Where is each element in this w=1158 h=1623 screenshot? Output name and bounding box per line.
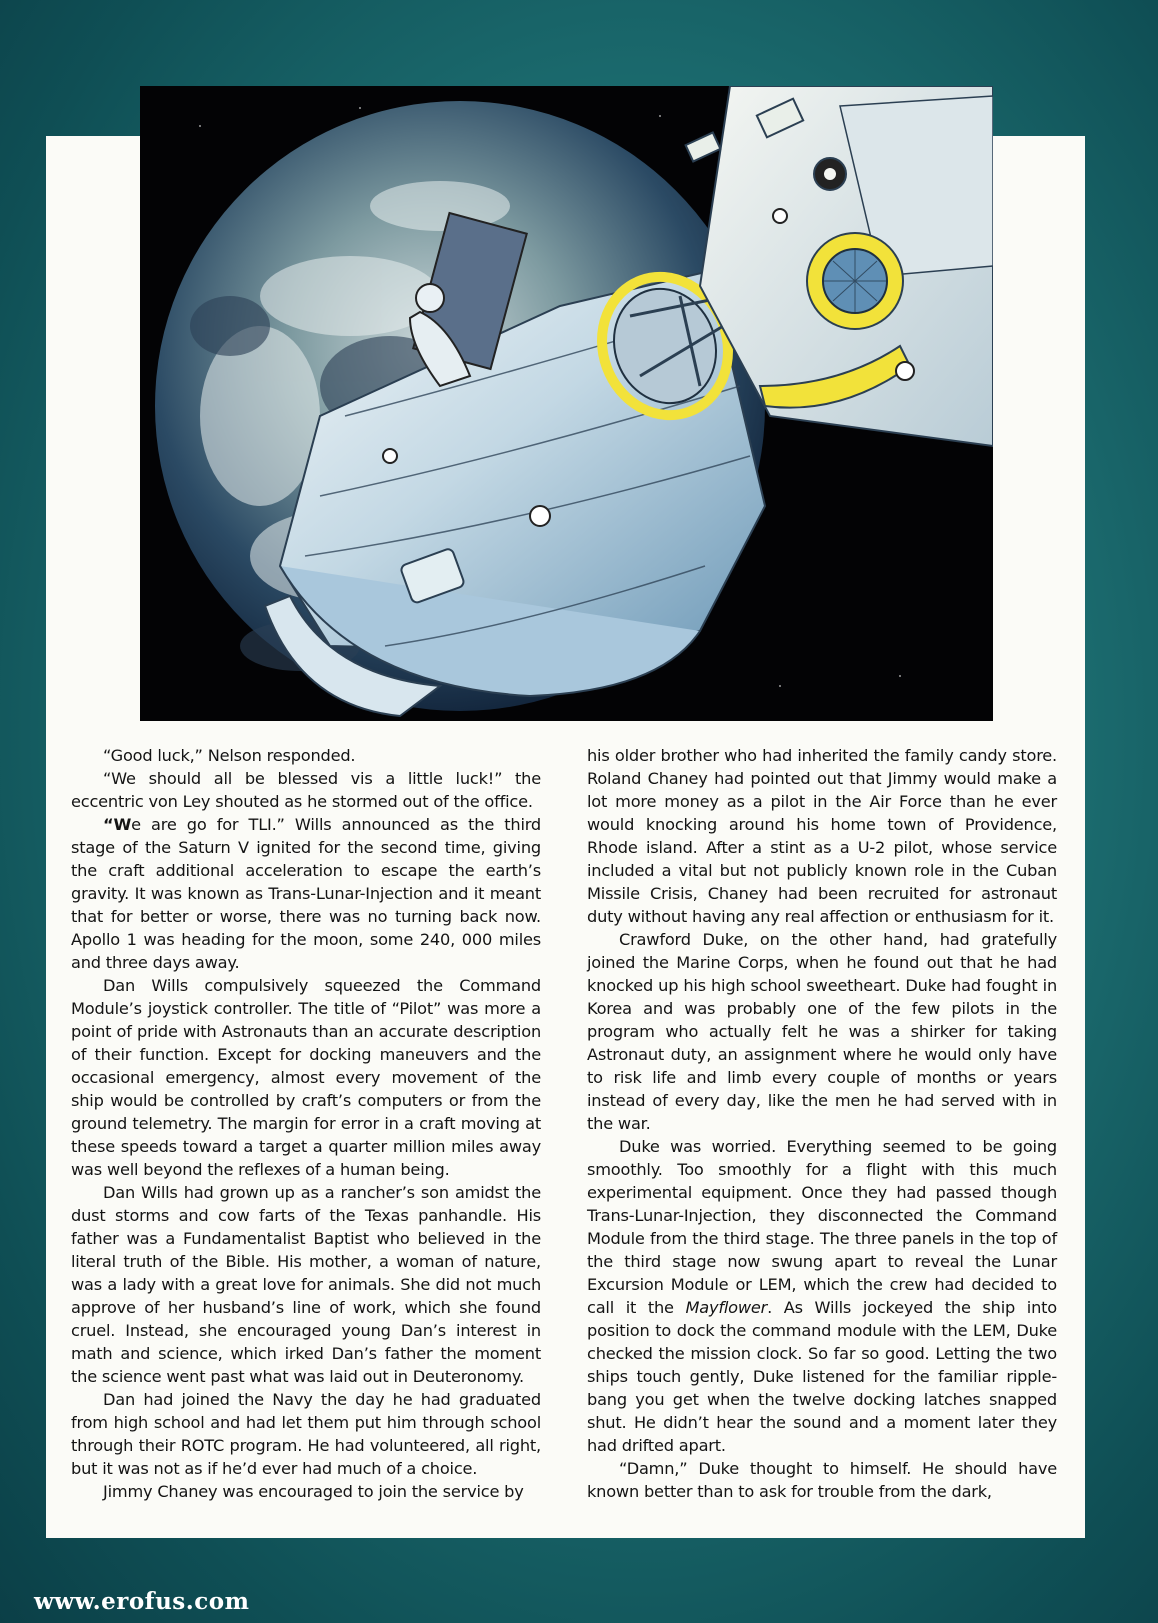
paragraph-text: . As Wills jockeyed the ship into position to dock the command module with the LEM, Duke checked the mission clock. So far so good. Letting the two ships touch gently, Duke listened for the familiar ripple-bang you get when the twelve docking latches snapped shut. He didn’t hear the sound and a moment later they had drifted apart.: [587, 1298, 1057, 1455]
paragraph: “Damn,” Duke thought to himself. He should have known better than to ask for trouble from the dark,: [587, 1459, 1057, 1501]
dropcap: “W: [103, 815, 132, 834]
paragraph: [587, 1135, 1057, 1457]
paragraph-dropcap: [71, 813, 541, 974]
paragraph: his older brother who had inherited the family candy store. Roland Chaney had pointed out that Jimmy would make a lot more money as a pilot in the Air Force than he ever would knocking around his home town of Providence, Rhode island. After a stint as a U-2 pilot, whose service included a vital but not publicly known role in the Cuban Missile Crisis, Chaney had been recruited for astronaut duty without having any real affection or enthusiasm for it.: [587, 746, 1057, 926]
paragraph: Dan had joined the Navy the day he had graduated from high school and had let them put him through school through their ROTC program. He had volunteered, all right, but it was not as if he’d ever had much of a choice.: [71, 1390, 541, 1478]
ship-name: Mayflower: [685, 1298, 768, 1317]
paragraph-text: Duke was worried. Everything seemed to be going smoothly. Too smoothly for a flight with this much experimental equipment. Once they had passed though Trans-Lunar-Injection, they disconnected the Command Module from the third stage. The three panels in the top of the third stage now swung apart to reveal the Lunar Excursion Module or LEM, which the crew had decided to call it the: [587, 1137, 1057, 1317]
apollo-docking-illustration: [140, 86, 993, 721]
paragraph: Jimmy Chaney was encouraged to join the service by: [103, 1482, 524, 1501]
left-text-column: [71, 744, 541, 1503]
apollo-docking-illustration-icon: [140, 86, 993, 721]
right-text-column: [587, 744, 1057, 1503]
paragraph: “Good luck,” Nelson responded.: [103, 746, 356, 765]
paragraph: Dan Wills compulsively squeezed the Command Module’s joystick controller. The title of “Pilot” was more a point of pride with Astronauts than an accurate description of their function. Except for docking maneuvers and the occasional emergency, almost every movement of the ship would be controlled by craft’s computers or from the ground telemetry. The margin for error in a craft moving at these speeds toward a target a quarter million miles away was well beyond the reflexes of a human being.: [71, 976, 541, 1179]
paragraph: “We should all be blessed vis a little luck!” the eccentric von Ley shouted as he stormed out of the office.: [71, 769, 541, 811]
paragraph-text: e are go for TLI.” Wills announced as the third stage of the Saturn V ignited for the second time, giving the craft additional acceleration to escape the earth’s gravity. It was known as Trans-Lunar-Injection and it meant that for better or worse, there was no turning back now. Apollo 1 was heading for the moon, some 240, 000 miles and three days away.: [71, 815, 541, 972]
paragraph: Dan Wills had grown up as a rancher’s son amidst the dust storms and cow farts of the Texas panhandle. His father was a Fundamentalist Baptist who believed in the literal truth of the Bible. His mother, a woman of nature, was a lady with a great love for animals. She did not much approve of her husband’s line of work, which she found cruel. Instead, she encouraged young Dan’s interest in math and science, which irked Dan’s father the moment the science went past what was laid out in Deuteronomy.: [71, 1183, 541, 1386]
paragraph: Crawford Duke, on the other hand, had gratefully joined the Marine Corps, when he found out that he had knocked up his high school sweetheart. Duke had fought in Korea and was probably one of the few pilots in the program who actually felt he was a shirker for taking Astronaut duty, an assignment where he would only have to risk life and limb every couple of months or years instead of every day, like the men he had served with in the war.: [587, 930, 1057, 1133]
watermark: www.erofus.com: [34, 1588, 250, 1615]
